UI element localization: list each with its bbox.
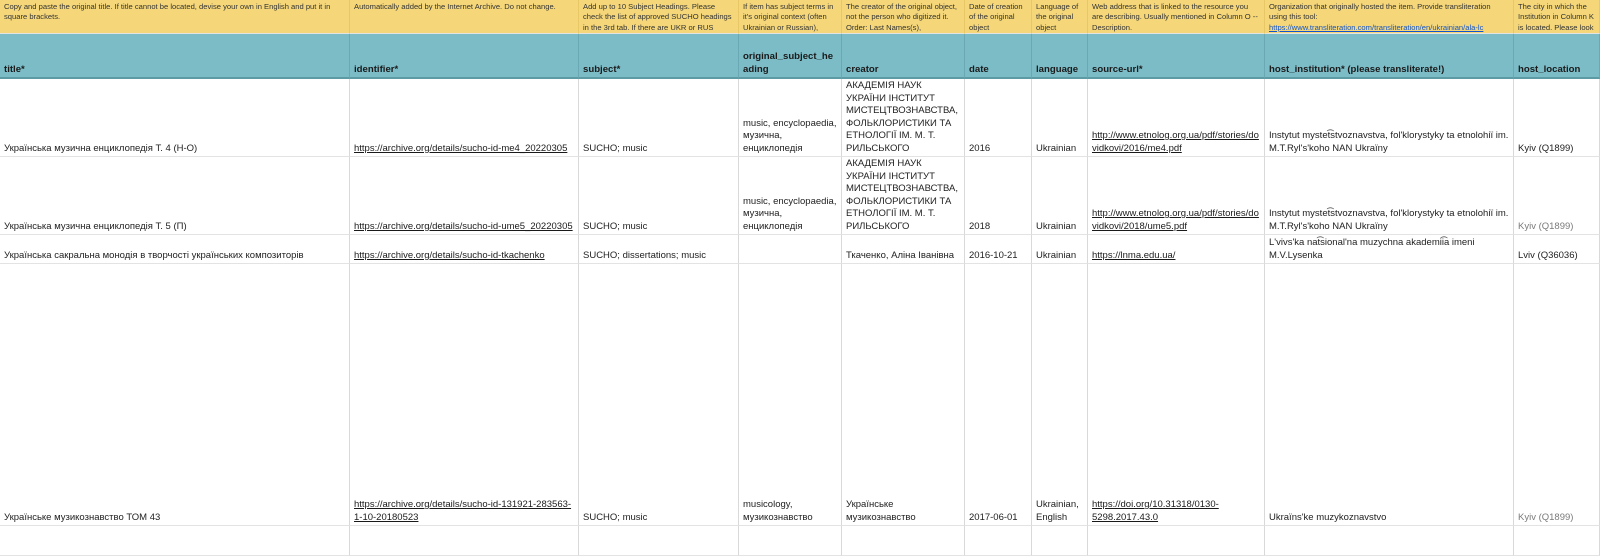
cell-creator[interactable]: Українське музикознавство	[842, 264, 965, 526]
cell-original-subject-heading[interactable]	[739, 235, 842, 264]
cell-language[interactable]: Ukrainian	[1032, 157, 1088, 235]
column-header-creator[interactable]: creator	[842, 34, 965, 79]
instruction-cell-host-institution[interactable]	[1265, 0, 1514, 34]
source-url-link[interactable]: https://doi.org/10.31318/0130-5298.2017.43.0	[1092, 499, 1219, 523]
cell-title[interactable]: Українська музична енциклопедія Т. 4 (Н-О)	[0, 79, 350, 157]
instruction-cell-creator[interactable]	[842, 0, 965, 34]
cell-title[interactable]: Українська музична енциклопедія Т. 5 (П)	[0, 157, 350, 235]
cell-subject[interactable]: SUCHO; music	[579, 264, 739, 526]
empty-cell[interactable]	[0, 526, 350, 556]
instruction-text: The creator of the original object, not the person who digitized it. Order: Last Names(s),	[846, 2, 958, 32]
source-url-link[interactable]: http://www.etnolog.org.ua/pdf/stories/dovidkovi/2018/ume5.pdf	[1092, 208, 1259, 232]
column-header-host-location[interactable]: host_location	[1514, 34, 1600, 79]
empty-cell[interactable]	[739, 526, 842, 556]
instruction-cell-source-url[interactable]	[1088, 0, 1265, 34]
column-header-identifier[interactable]: identifier*	[350, 34, 579, 79]
cell-date[interactable]: 2016	[965, 79, 1032, 157]
cell-source-url[interactable]	[1088, 264, 1265, 526]
cell-creator[interactable]: Ткаченко, Аліна Іванівна	[842, 235, 965, 264]
cell-host-institution[interactable]: Ukraïnsʹke muzykoznavstvo	[1265, 264, 1514, 526]
instruction-text: The city in which the Institution in Column K is located. Please look	[1518, 2, 1594, 32]
cell-subject[interactable]: SUCHO; dissertations; music	[579, 235, 739, 264]
column-header-subject[interactable]: subject*	[579, 34, 739, 79]
source-url-link[interactable]: https://lnma.edu.ua/	[1092, 249, 1176, 261]
transliteration-link[interactable]: https://www.transliteration.com/transliteration/en/ukrainian/ala-lc	[1269, 22, 1484, 32]
cell-creator[interactable]: АКАДЕМІЯ НАУК УКРАЇНИ ІНСТИТУТ МИСТЕЦТВОЗНАВСТВА, ФОЛЬКЛОРИСТИКИ ТА ЕТНОЛОГІЇ ІМ. М. Т. РИЛЬСЬКОГО	[842, 157, 965, 235]
cell-date[interactable]: 2016-10-21	[965, 235, 1032, 264]
instruction-cell-language[interactable]	[1032, 0, 1088, 34]
source-url-link[interactable]: http://www.etnolog.org.ua/pdf/stories/dovidkovi/2016/me4.pdf	[1092, 130, 1259, 154]
cell-creator[interactable]: АКАДЕМІЯ НАУК УКРАЇНИ ІНСТИТУТ МИСТЕЦТВОЗНАВСТВА, ФОЛЬКЛОРИСТИКИ ТА ЕТНОЛОГІЇ ІМ. М. Т. РИЛЬСЬКОГО	[842, 79, 965, 157]
column-header-original-subject-heading[interactable]: original_subject_heading	[739, 34, 842, 79]
cell-source-url[interactable]	[1088, 157, 1265, 235]
cell-source-url[interactable]	[1088, 79, 1265, 157]
cell-host-location[interactable]: Kyiv (Q1899)	[1514, 157, 1600, 235]
empty-cell[interactable]	[1088, 526, 1265, 556]
instruction-cell-subject[interactable]	[579, 0, 739, 34]
cell-language[interactable]: Ukrainian	[1032, 235, 1088, 264]
column-header-source-url[interactable]: source-url*	[1088, 34, 1265, 79]
cell-host-institution[interactable]: Instytut mystet͡stvoznavstva, folʹklorystyky ta etnolohiï im. M.T.Rylʹsʹkoho NAN Ukraïny	[1265, 79, 1514, 157]
instruction-text: Automatically added by the Internet Archive. Do not change.	[354, 2, 556, 11]
cell-host-location[interactable]: Kyiv (Q1899)	[1514, 264, 1600, 526]
cell-identifier[interactable]	[350, 157, 579, 235]
column-header-title[interactable]: title*	[0, 34, 350, 79]
instruction-text: Add up to 10 Subject Headings. Please check the list of approved SUCHO headings in the 3rd tab. If there are UKR or RUS	[583, 2, 732, 32]
cell-host-location[interactable]: Lviv (Q36036)	[1514, 235, 1600, 264]
column-header-date[interactable]: date	[965, 34, 1032, 79]
cell-title[interactable]: Українська сакральна монодія в творчості українських композиторів	[0, 235, 350, 264]
empty-cell[interactable]	[1265, 526, 1514, 556]
cell-identifier[interactable]	[350, 235, 579, 264]
instruction-cell-date[interactable]	[965, 0, 1032, 34]
instruction-cell-identifier[interactable]	[350, 0, 579, 34]
empty-cell[interactable]	[350, 526, 579, 556]
empty-cell[interactable]	[842, 526, 965, 556]
cell-subject[interactable]: SUCHO; music	[579, 79, 739, 157]
cell-host-location[interactable]: Kyiv (Q1899)	[1514, 79, 1600, 157]
cell-date[interactable]: 2018	[965, 157, 1032, 235]
instruction-text: Web address that is linked to the resource you are describing. Usually mentioned in Column O -- Description.	[1092, 2, 1258, 32]
cell-original-subject-heading[interactable]: music, encyclopaedia, музична, енциклопедія	[739, 79, 842, 157]
cell-source-url[interactable]	[1088, 235, 1265, 264]
cell-language[interactable]: Ukrainian	[1032, 79, 1088, 157]
instruction-text: Date of creation of the original object	[969, 2, 1023, 32]
empty-cell[interactable]	[1514, 526, 1600, 556]
cell-date[interactable]: 2017-06-01	[965, 264, 1032, 526]
identifier-link[interactable]: https://archive.org/details/sucho-id-tkachenko	[354, 249, 545, 261]
empty-cell[interactable]	[1032, 526, 1088, 556]
cell-original-subject-heading[interactable]: music, encyclopaedia, музична, енциклопедія	[739, 157, 842, 235]
identifier-link[interactable]: https://archive.org/details/sucho-id-131921-283563-1-10-20180523	[354, 499, 572, 523]
cell-language[interactable]: Ukrainian, English	[1032, 264, 1088, 526]
cell-host-institution[interactable]: Instytut mystet͡stvoznavstva, folʹklorystyky ta etnolohiï im. M.T.Rylʹsʹkoho NAN Ukraïny	[1265, 157, 1514, 235]
cell-subject[interactable]: SUCHO; music	[579, 157, 739, 235]
cell-title[interactable]: Українське музикознавство ТОМ 43	[0, 264, 350, 526]
instruction-cell-title[interactable]	[0, 0, 350, 34]
instruction-cell-host-location[interactable]	[1514, 0, 1600, 34]
instruction-text: If item has subject terms in it's original context (often Ukrainian or Russian),	[743, 2, 834, 32]
column-header-language[interactable]: language	[1032, 34, 1088, 79]
cell-identifier[interactable]	[350, 264, 579, 526]
instruction-cell-original-subject[interactable]	[739, 0, 842, 34]
identifier-link[interactable]: https://archive.org/details/sucho-id-me4_20220305	[354, 142, 568, 154]
column-header-host-institution[interactable]: host_institution* (please transliterate!)	[1265, 34, 1514, 79]
cell-host-institution[interactable]: Lʹvivsʹka nat͡sionalʹna muzychna akademii͡a imeni M.V.Lysenka	[1265, 235, 1514, 264]
identifier-link[interactable]: https://archive.org/details/sucho-id-ume5_20220305	[354, 220, 573, 232]
empty-cell[interactable]	[965, 526, 1032, 556]
empty-cell[interactable]	[579, 526, 739, 556]
instruction-text: Copy and paste the original title. If title cannot be located, devise your own in English and put it in square brackets.	[4, 2, 331, 22]
instruction-text: Organization that originally hosted the item. Provide transliteration using this tool:	[1269, 2, 1491, 22]
cell-original-subject-heading[interactable]: musicology, музикознавство	[739, 264, 842, 526]
instruction-text: Language of the original object	[1036, 2, 1079, 32]
cell-identifier[interactable]	[350, 79, 579, 157]
